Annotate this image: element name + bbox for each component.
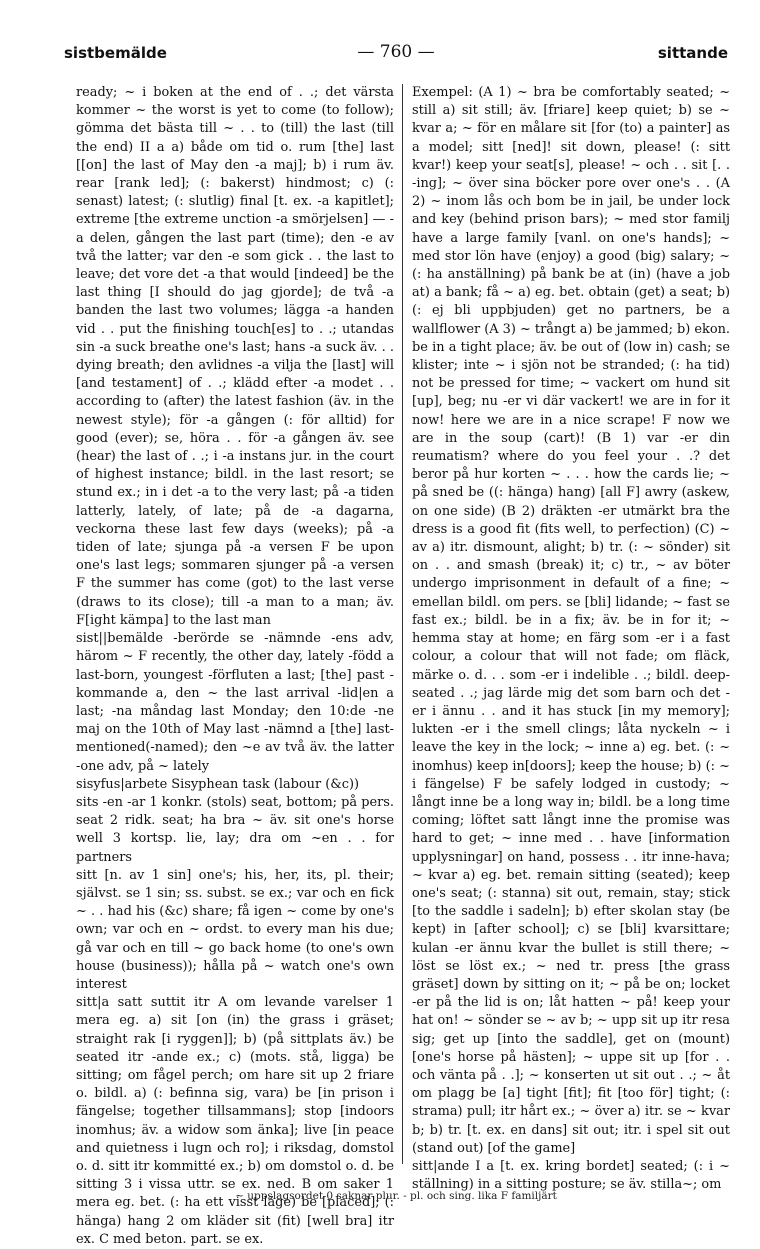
column-divider — [402, 84, 403, 1164]
abbreviation-key: ~ uppslagsordet 0 saknar plur. - pl. och sing. lika F familjärt — [235, 1190, 557, 1202]
page-header — [64, 44, 728, 74]
entry-paragraph: sist||bemälde -berörde se -nämnde -ens adv, härom ~ F recently, the other day, lately -född a last-born, youngest -förfluten a last; [the] past -kommande a, den ~ the last arrival -lid|en a last; -na måndag last Monday; den 10:de -ne maj on the 10th of May last -nämnd a [the] last-mentioned(-named); den ~e av två äv. the latter -one adv, på ~ lately — [76, 631, 394, 774]
entry-paragraph: sitt|ande I a [t. ex. kring bordet] seated; (: i ~ ställning) in a sitting posture; se äv. stilla~; om — [412, 1158, 730, 1193]
entry-paragraph: ready; ~ i boken at the end of . .; det värsta kommer ~ the worst is yet to come (to follow); gömma det bästa till ~ . . to (till) the last (till the end) II a a) både om tid o. rum [the] last [[on] the last of May den -a maj]; b) i rum äv. rear [rank led]; (: bakerst) hindmost; c) (: senast) latest; (: slutlig) final [t. ex. -a kapitlet]; extreme [the extreme unction -a smörjelsen] — -a delen, gången the last part (time); den -e av två the latter; var den -e som gick . . the last to leave; det vore det -a that would [indeed] be the last thing [I should do jag gjorde]; de två -a banden the last two volumes; lägga -a handen vid . . put the finishing touch[es] to . .; utandas sin -a suck breathe one's last; hans -a suck äv. . . dying breath; den avlidnes -a vilja the [last] will [and testament] of . .; klädd efter -a modet . . according to (after) the latest fashion (äv. in the newest style); för -a gången (: för alltid) for good (ever); se, höra . . för -a gången äv. see (hear) the last of . .; i -a instans jur. in the court of highest instance; bildl. in the last resort; se stund ex.; in i det -a to the very last; på -a tiden latterly, lately, of late; på de -a dagarna, veckorna these last few days (weeks); på -a tiden of late; sjunga på -a versen F be upon one's last legs; sommaren sjunger på -a versen F the summer has come (got) to the last verse (draws to its close); till -a man to a man; äv. F[ight kämpa] to the last man — [76, 85, 394, 628]
entry-paragraph: Exempel: (A 1) ~ bra be comfortably seated; ~ still a) sit still; äv. [friare] keep quiet; b) se ~ kvar a; ~ för en målare sit [for (to) a painter] as a model; sitt [ned]! sit down, please! (: sitt kvar!) keep your seat[s], please! ~ och . . sit [. . -ing]; ~ över sina böcker pore over one's . . (A 2) ~ inom lås och bom be in jail, be under lock and key (behind prison bars); ~ med stor familj have a large family [vanl. on one's hands]; ~ med stor lön have (enjoy) a good (big) salary; ~ (: ha anställning) på bank be at (in) (have a job at) a bank; få ~ a) eg. bet. obtain (get) a seat; b) (: ej bli uppbjuden) get no partners, be a wallflower (A 3) ~ trångt a) be jammed; b) ekon. be in a tight place; äv. be out of (low in) cash; se klister; inte ~ i sjön not be stranded; (: ha tid) not be pressed for time; ~ vackert om hund sit [up], beg; nu -er vi där vackert! we are in for it now! here we are in a nice scrape! F now we are in the soup (cart)! (B 1) var -er din reumatism? where do you feel your . .? det beror på hur korten ~ . . . how the cards lie; ~ på sned be ((: hänga) hang) [all F] awry (askew, on one side) (B 2) dräkten -er utmärkt bra the dress is a good fit (fits well, to perfection) (C) ~ av a) itr. dismount, alight; b) tr. (: ~ sönder) sit on . . and smash (break) it; c) tr., ~ av böter undergo imprisonment in default of a fine; ~ emellan bildl. om pers. se [bli] lidande; ~ fast se fast ex.; bildl. be in a fix; äv. be in for it; ~ hemma stay at home; en färg som -er i a fast colour, a colour that will not fade; om fläck, märke o. d. . . som -er i indelible . .; bildl. deep-seated . .; jag lärde mig det som barn och det -er i ännu . . and it has stuck [in my memory]; lukten -er i the smell clings; låta nyckeln ~ i leave the key in the lock; ~ inne a) eg. bet. (: ~ inomhus) keep in[doors]; keep the house; b) (: ~ i fängelse) F be safely lodged in custody; ~ långt inne be a long way in; bildl. be a long time coming; löftet satt långt inne the promise was hard to get; ~ inne med . . have [information upplysningar] on hand, possess . . itr inne-havа; ~ kvar a) eg. bet. remain sitting (seated); keep one's seat; (: stanna) sit out, remain, stay; stick [to the saddle i sadeln]; b) efter skolan stay (be kept) in [after school]; c) se [bli] kvarsittare; kulan -er ännu kvar the bullet is still there; ~ löst se löst ex.; ~ ned tr. press [the grass gräset] down by sitting on it; ~ på be on; locket -er på the lid is on; låt hatten ~ på! keep your hat on! ~ sönder se ~ av b; ~ upp sit up itr resa sig; get up [into the saddle], get on (mount) [one's horse på hästen]; ~ uppe sit up [for . . och vänta på . .]; ~ konserten ut sit out . .; ~ åt om plagg be [a] tight [fit]; fit [too för] tight; (: strama) pull; itr hårt ex.; ~ över a) itr. se ~ kvar b; b) tr. [t. ex. en dans] sit out; itr. i spel sit out (stand out) [of the game] — [412, 85, 730, 1156]
page-number: — 760 — — [357, 42, 435, 62]
entry-paragraph: sitt [n. av 1 sin] one's; his, her, its, pl. their; självst. se 1 sin; ss. subst. se ex.; var och en fick ~ . . had his (&c) share; få igen ~ come by one's own; var och en ~ ordst. to every man his due; gå var och en till ~ go back home (to one's own house (business)); hålla på ~ watch one's own interest — [76, 867, 394, 992]
entry-paragraph: sisyfus|arbete Sisyphean task (labour (&c)) — [76, 776, 360, 792]
left-column — [76, 84, 394, 1249]
entry-paragraph: sits -en -ar 1 konkr. (stols) seat, bottom; på pers. seat 2 ridk. seat; ha bra ~ äv. sit one's horse well 3 kortsp. lie, lay; dra om ~en . . for partners — [76, 794, 394, 865]
right-column — [412, 84, 730, 1194]
left-guide-word: sistbemälde — [64, 44, 167, 62]
entry-paragraph: sitt|a satt suttit itr A om levande varelser 1 mera eg. a) sit [on (in) the grass i gräset; straight rak [i ryggen]]; b) (på sittplats äv.) be seated itr -ande ex.; c) (mots. stå, ligga) be sitting; om fågel perch; om hare sit up 2 friare o. bildl. a) (: befinna sig, vara) be [in prison i fängelse; together tillsammans]; stop [indoors inomhus; äv. a widow som änka]; live [in peace and quietness i lugn och ro]; i riksdag, domstol o. d. sitt itr kommitté ex.; b) om domstol o. d. be sitting 3 i vissa uttr. se ex. ned. B om saker 1 mera eg. bet. (: ha ett visst läge) be [placed]; (: hänga) hang 2 om kläder sit (fit) [well bra] itr ex. C med beton. part. se ex. — [76, 995, 394, 1247]
right-guide-word: sittande — [657, 44, 728, 62]
